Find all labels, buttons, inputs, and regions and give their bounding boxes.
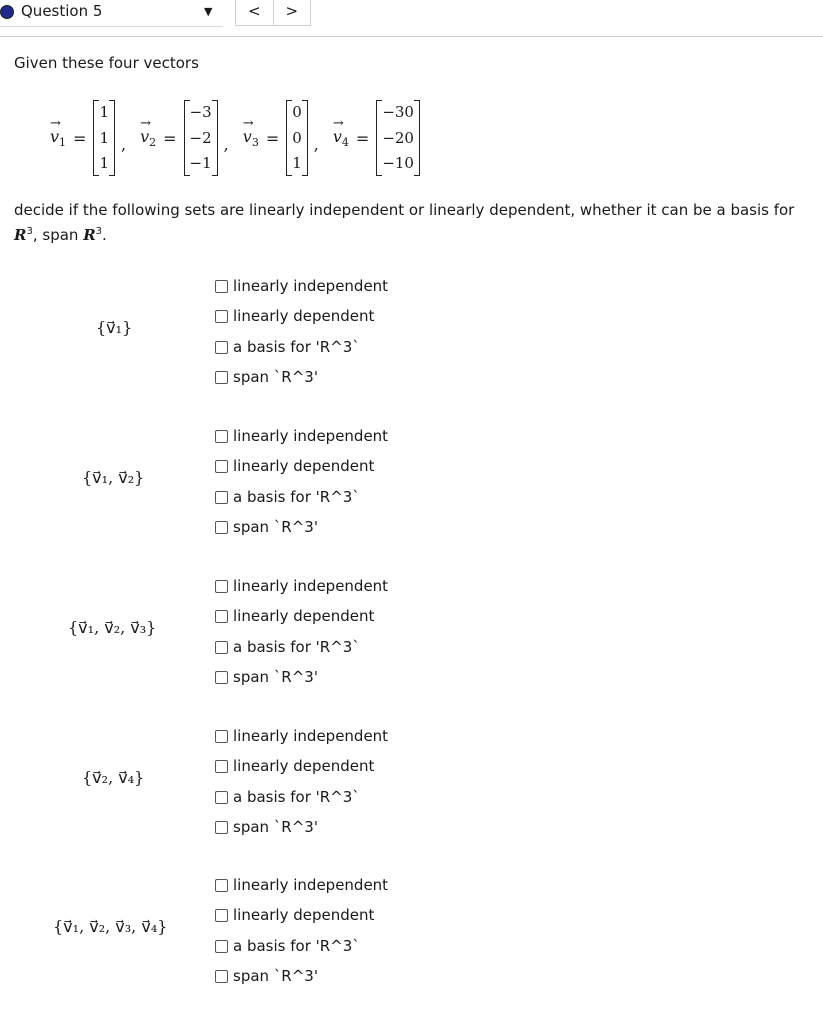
matrix-cell: −20 <box>382 128 414 147</box>
question-nav <box>235 0 311 26</box>
checkbox[interactable] <box>215 610 228 623</box>
checkbox[interactable] <box>215 310 228 323</box>
checkbox[interactable] <box>215 521 228 534</box>
matrix-cell: 0 <box>292 128 302 147</box>
column-matrix <box>184 100 218 176</box>
checkbox[interactable] <box>215 371 228 384</box>
option-label: span `R^3' <box>233 818 318 836</box>
option-label: a basis for 'R^3` <box>233 488 360 506</box>
checkbox[interactable] <box>215 580 228 593</box>
matrix-cell: 1 <box>99 103 109 121</box>
answer-option[interactable] <box>215 786 360 808</box>
checkbox[interactable] <box>215 791 228 804</box>
set-label: {v⃗₁} <box>96 318 133 337</box>
column-matrix <box>376 100 420 176</box>
answer-option[interactable] <box>215 275 388 297</box>
option-label: linearly independent <box>233 427 389 445</box>
matrix-cell: −3 <box>189 103 212 121</box>
option-label: linearly independent <box>233 727 389 745</box>
set-label: {v⃗₁, v⃗₂, v⃗₃, v⃗₄} <box>53 917 168 936</box>
answer-option[interactable] <box>215 516 318 538</box>
matrix-cell: −10 <box>382 154 414 172</box>
checkbox[interactable] <box>215 940 228 953</box>
answer-option[interactable] <box>215 455 374 477</box>
option-label: a basis for 'R^3` <box>233 937 360 955</box>
answer-option[interactable] <box>215 636 360 658</box>
intro-text: Given these four vectors <box>14 54 199 72</box>
option-label: linearly independent <box>233 876 389 894</box>
answer-option[interactable] <box>215 935 360 957</box>
answer-option[interactable] <box>215 486 360 508</box>
checkbox[interactable] <box>215 641 228 654</box>
answer-option[interactable] <box>215 755 374 777</box>
vector-v1: → $v_1$ = 1 1 1 , <box>50 100 140 176</box>
question-status-dot <box>0 5 14 19</box>
checkbox[interactable] <box>215 970 228 983</box>
option-label: linearly dependent <box>233 457 375 475</box>
checkbox[interactable] <box>215 909 228 922</box>
option-label: a basis for 'R^3` <box>233 638 360 656</box>
matrix-cell: 1 <box>99 154 109 172</box>
set-group <box>0 725 823 845</box>
answer-option[interactable] <box>215 725 388 747</box>
answer-option[interactable] <box>215 666 318 688</box>
checkbox[interactable] <box>215 671 228 684</box>
matrix-cell: 1 <box>292 154 302 172</box>
prev-question-button[interactable]: < <box>247 2 261 20</box>
answer-option[interactable] <box>215 816 318 838</box>
checkbox[interactable] <box>215 341 228 354</box>
question-selector[interactable] <box>0 0 222 27</box>
vector-name: → $v_1$ <box>50 115 67 150</box>
answer-option[interactable] <box>215 605 374 627</box>
answer-option[interactable] <box>215 575 388 597</box>
chevron-down-icon[interactable]: ▼ <box>204 5 213 18</box>
option-label: a basis for 'R^3` <box>233 338 360 356</box>
option-label: span `R^3' <box>233 967 318 985</box>
column-matrix <box>93 100 115 176</box>
option-label: span `R^3' <box>233 668 318 686</box>
option-label: span `R^3' <box>233 368 318 386</box>
set-group <box>0 425 823 545</box>
checkbox[interactable] <box>215 491 228 504</box>
checkbox[interactable] <box>215 430 228 443</box>
option-label: linearly dependent <box>233 906 375 924</box>
option-label: span `R^3' <box>233 518 318 536</box>
question-label: Question 5 <box>21 2 103 20</box>
option-label: linearly dependent <box>233 757 375 775</box>
next-question-button[interactable]: > <box>273 0 311 25</box>
checkbox[interactable] <box>215 821 228 834</box>
vector-definitions <box>50 98 420 178</box>
column-matrix <box>286 100 308 176</box>
checkbox[interactable] <box>215 730 228 743</box>
set-label: {v⃗₂, v⃗₄} <box>82 768 145 787</box>
option-label: a basis for 'R^3` <box>233 788 360 806</box>
set-group <box>0 275 823 395</box>
matrix-cell: −30 <box>382 103 414 121</box>
matrix-cell: 0 <box>292 103 302 121</box>
set-group <box>0 874 823 994</box>
answer-option[interactable] <box>215 904 374 926</box>
answer-option[interactable] <box>215 366 318 388</box>
set-group <box>0 575 823 695</box>
answer-option[interactable] <box>215 336 360 358</box>
option-label: linearly dependent <box>233 607 375 625</box>
vector-name: → $v_4$ <box>332 115 349 150</box>
option-label: linearly independent <box>233 577 389 595</box>
matrix-cell: 1 <box>99 128 109 147</box>
answer-option[interactable] <box>215 874 388 896</box>
vector-name: → $v_3$ <box>242 115 259 150</box>
vector-name: → $v_2$ <box>140 115 157 150</box>
vector-v3: → $v_3$ = 0 0 1 , <box>243 100 333 176</box>
question-header <box>0 0 823 37</box>
checkbox[interactable] <box>215 280 228 293</box>
answer-option[interactable] <box>215 965 318 987</box>
checkbox[interactable] <box>215 460 228 473</box>
checkbox[interactable] <box>215 879 228 892</box>
answer-option[interactable] <box>215 305 374 327</box>
option-label: linearly dependent <box>233 307 375 325</box>
checkbox[interactable] <box>215 760 228 773</box>
option-label: linearly independent <box>233 277 389 295</box>
set-label: {v⃗₁, v⃗₂} <box>82 468 145 487</box>
matrix-cell: −2 <box>189 128 212 147</box>
vector-v2: → $v_2$ = −3 −2 −1 , <box>140 100 243 176</box>
vector-v4: → $v_4$ = −30 −20 −10 <box>333 100 420 176</box>
matrix-cell: −1 <box>189 154 212 172</box>
instructions-text: decide if the following sets are linearly independent or linearly dependent, whether it can be a basis for $R^3$, span $R^3$. <box>14 201 795 244</box>
set-label: {v⃗₁, v⃗₂, v⃗₃} <box>68 618 157 637</box>
answer-option[interactable] <box>215 425 388 447</box>
